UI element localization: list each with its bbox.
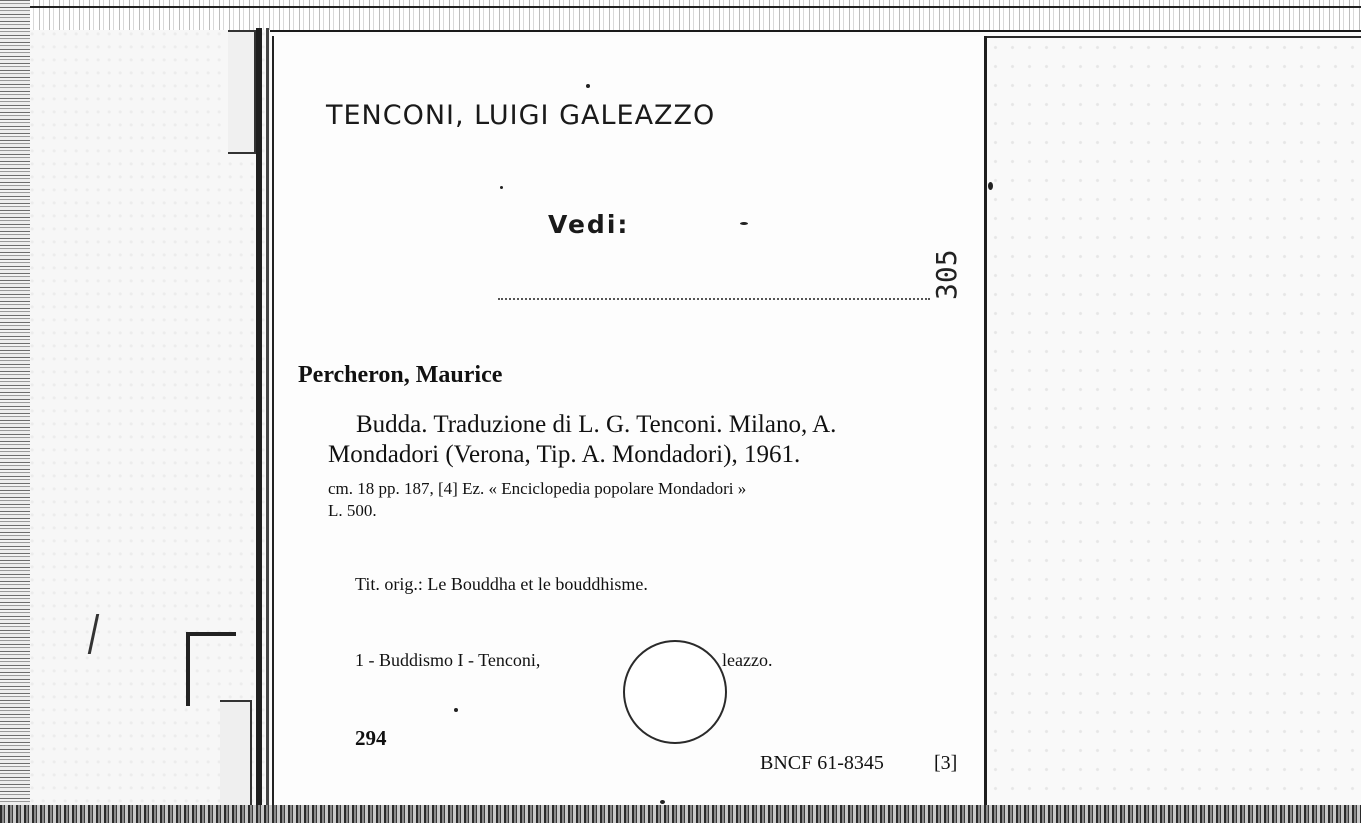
scan-speckle <box>740 222 748 225</box>
top-scan-border <box>0 0 1361 32</box>
scan-speckle <box>500 186 503 189</box>
left-stamp-mark <box>186 632 236 706</box>
left-card-stack-edge <box>0 0 30 823</box>
physical-line-2: L. 500. <box>328 501 377 520</box>
left-card-tab <box>228 30 256 154</box>
dotted-separator <box>498 298 930 300</box>
subject-tracing: 1 - Buddismo I - Tenconi, <box>355 650 541 670</box>
subject-tracing-end: leazzo. <box>722 650 773 670</box>
physical-line-1: cm. 18 pp. 187, [4] Ez. « Enciclopedia popolare Mondadori » <box>328 479 747 498</box>
scan-speckle <box>454 708 458 712</box>
entry-line-2: Mondadori (Verona, Tip. A. Mondadori), 1961. <box>328 441 801 468</box>
original-title-note: Tit. orig.: Le Bouddha et le bouddhisme. <box>355 574 648 594</box>
catalog-number: BNCF 61-8345 <box>760 752 884 774</box>
scan-speckle <box>586 84 590 88</box>
scan-speckle <box>988 182 993 190</box>
card-binding-edge-inner <box>266 28 269 818</box>
physical-description <box>328 478 998 522</box>
bibliographic-entry <box>328 410 984 470</box>
scan-speckle <box>660 800 665 804</box>
card-punch-hole <box>623 640 727 744</box>
bottom-scan-border <box>0 805 1361 823</box>
entry-line-1: Budda. Traduzione di L. G. Tenconi. Milano, A. <box>356 411 837 438</box>
author-name: Percheron, Maurice <box>298 362 503 388</box>
card-binding-edge <box>256 28 262 818</box>
cross-reference-label: Vedi: <box>548 210 630 239</box>
classification-number: 294 <box>355 726 387 750</box>
card-sequence-number: [3] <box>934 752 958 774</box>
right-adjacent-card <box>987 36 1361 820</box>
left-card-lower-tab <box>220 700 252 814</box>
card-heading: TENCONI, LUIGI GALEAZZO <box>326 100 716 131</box>
side-shelf-number: 305 <box>930 249 963 300</box>
